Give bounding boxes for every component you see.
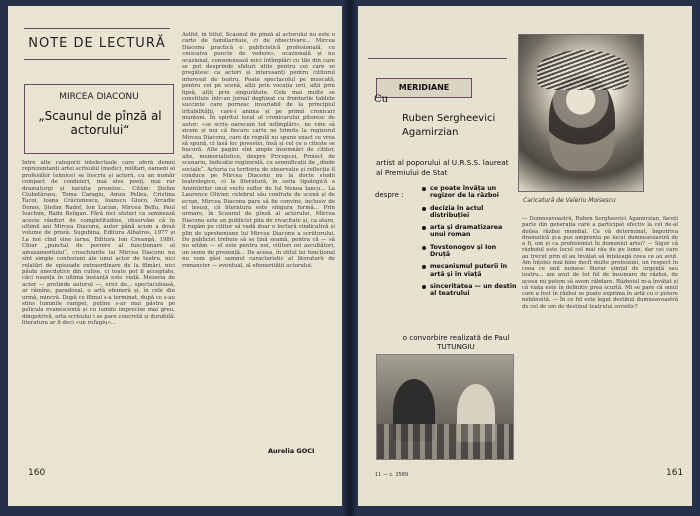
article-column-2: Astfel, în titlul, Scaunul de pînză al actorului nu este o carte de familiaritate, ci de obiectivare... Mircea Diaconu practică o publicistică profesională, cu «niscaiva puncte de vedere», ocazională și nu ocazional, consemnează mici întîmplări cu tile din care se pot desprinde sfaturi utile pentru cei care se pregătesc ca actori și interesanți pentru cititorul interesat de teatru. Poate spectacolul pe muscată, pentru cei pe scenă, alții prin vocația urii, alții prin lipsă, alții prin singurătate. Cele mai multe se constituie într-un jurnal deghizat cu fronturile tablete succinte care pornesc invariabil de la principiul iritabilității, care-i anima și pe primii cronicari munteni. În spiritul local al cronicarului pitoresc de autor: «se scriu oarecum tot intîmplări», ne vine să zicem și noi că fiecare carte ne trimite la regizorul Mircea Diaconu, care de regulă nu spune exact ce vrea să spună, ci lasă loc povestei, însă și cel ce o citește se bucură. Alte pagini sînt ample însemnări de cititor, alte, memorialistice, despre Pricepcei, Proiect de scenariu, Indicatie regizorală, cu semnificații de „dînde sociale“. Actoria ca teritoriu de observație și reflecție îl conduce pe Mircea Diaconu nu la docte studii teatrologice, ci la literatură, în seria tipologică a Amintirilor unui vechi suflor de Iul Nenea Iancu... La Laurence Olivier, celebrul său confrate de scenă și de ecran, Mircea Diaconu pare să fie convins, inclusiv de el însuși, că literatura este singura formă... Prin urmare, în Scaunul de pînză al actorului, Mircea Diaconu este un publicist plin de vivacitate și, ca atare, îl rugăm pe cititor să vadă doar o lectură vindicativă și plin de apreheniune lui Mircea Diaconu a scriitorului. De publicist trebuie să se țină seamă, pentru că — să nu uităm — el este pentru noi, cititori ori ascultători, un semn de prezență... De aceea, în stilul lui funcțional nu vom găsi semnul caracteristic al literaturii de romancier — eventual, al efemerității actorului. bbox=[182, 32, 335, 269]
topic-item: sinceritatea — un destin al teatrului bbox=[422, 283, 517, 298]
rubric-title: MERIDIANE bbox=[376, 78, 472, 98]
left-page bbox=[8, 6, 342, 506]
topic-list bbox=[422, 185, 517, 303]
book-author: MIRCEA DIACONU bbox=[59, 92, 139, 102]
book-title: „Scaunul de pînză al actorului“ bbox=[38, 109, 162, 137]
article-signature: Aurelia GOCI bbox=[268, 447, 315, 455]
caricature-caption: Caricatură de Valeriu Moisescu bbox=[523, 197, 616, 204]
topic-item: Tovstonogov și Ion Druță bbox=[422, 244, 517, 259]
interview-text: — Dumneavoastră, Ruben Sergheevici Agamirzian, faceți parte din generația care a participat efectiv la cel de-al doilea război mondial. Ce vă determinat, împotriva dramatică și-a pus amprenta pe locul dumneavoastră de a fi, om și ca profesionist în domeniul artei? — Sigur că războiul este locul cel mai rău de pe lume, dar cei care au trecut prin el au învățat să înțeleagă ceea ce au avut. Am înțeles mai bine decît multe profesiuni, un respect în ceea ce unii numesc literar simțul de urgență sau teatru... am avut de tot fel de însumare de război, de aceea nu putem să avem răbdare. Războiul m-a învățat și că viața este în definitiv prea scurtă. Mi se pare că omul care a fost în război se poate exprima în artă cu o putere nebănuită. — În ce fel este legat destinul dumneavoastră de cel de om de destinul teatrului sovietic? bbox=[522, 216, 678, 310]
theater-photo bbox=[376, 354, 514, 460]
print-code: 11 — c. 2589 bbox=[375, 472, 409, 478]
page-number-right: 161 bbox=[666, 468, 684, 478]
rubric-line bbox=[368, 58, 507, 59]
with-label: Cu bbox=[374, 94, 389, 105]
page-number-left: 160 bbox=[28, 468, 46, 478]
interviewee-title: artist al poporului al U.R.S.S. laureat al Premiului de Stat bbox=[376, 158, 509, 177]
topic-item: arta și dramatizarea unui roman bbox=[422, 224, 517, 239]
topic-item: mecanismul puterii în artă și în viață bbox=[422, 263, 517, 278]
topics-label: despre : bbox=[375, 191, 404, 199]
interview-credit: o convorbire realizată de Paul TUTUNGIU bbox=[402, 333, 510, 351]
interviewee-name: Ruben Sergheevici Agamirzian bbox=[402, 113, 496, 138]
section-heading: NOTE DE LECTURĂ bbox=[24, 28, 170, 60]
caricature-image bbox=[518, 34, 644, 192]
article-column-1: Intre alte categorii intelectuale care oferă demni reprezentanți artei scrisului (medici, militari, oameni ai profesiilor tehnice) se înscriu și actorii, cu un număr compact de condeieri, mai ales poeți, mai rar dramaturgi și narația prozelor... Cităm: Ștefan Ciubotărașu, Toma Caragiu, Amza Pellea, Cristina Tacoi, Ioana Crăciunescu, Ioanscu Gioco, Arcadie Donos, Ștefan Radof, Ion Lucian, Mircea Bellu, Paul Ioachim, Radu Beligan. Fără nici sfaturi ca semnează aceste rânduri de completitudine, observăm că în ultimii ani Mircea Diaconu, autor până acum a două volume de proză: Sugubina, Editura Albatros, 1977 și La noi cînd vine iarna, Editura Ion Creangă, 1980. Chiar „punctul de pornire al funcționare al amuzamentului“, croschiurile lui Mircea Diaconu nu sînt simple confesiuni ale unui actor de teatru, nici relatări de episoade extraordinare de la filmări, nici păuțe anecdotice din culise, ci toate pot fi acceptate, căci nuanța în ultima instanță este viață. Meseria de actor — pretinde autorul —, orici de... spectaculoasă, ar rămîne, paradoxal, o artă efemeră și, în cele din urmă, mincră. După ce filmul s-a terminat, după ce s-au stins luminile rampei, puține s-ar mai păstra pe pelicula evanescentă și cu lumini imprecise mai greu, dimpotrivă, arta scrisului i se pare concretă și durabilă: literatura ar fi deci «un refugiu»... bbox=[22, 160, 175, 327]
book-gutter bbox=[342, 0, 358, 516]
topic-item: ce poate învăța un regizor de la război bbox=[422, 185, 517, 200]
book-title-box bbox=[24, 84, 174, 154]
right-page bbox=[358, 6, 692, 506]
topic-item: decizia în actul distribuției bbox=[422, 205, 517, 220]
